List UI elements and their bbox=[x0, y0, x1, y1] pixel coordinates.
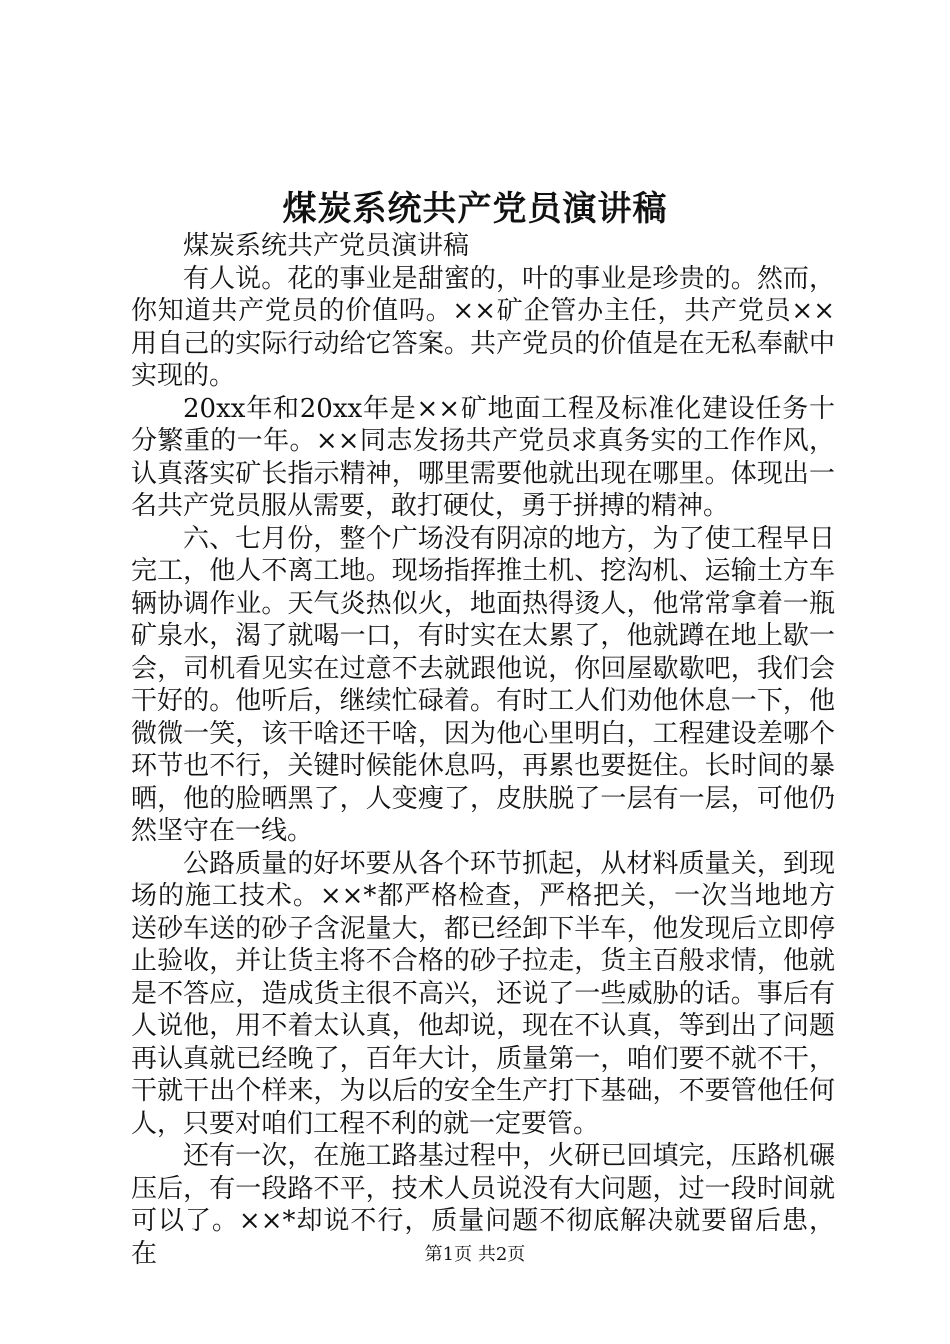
paragraph: 有人说。花的事业是甜蜜的，叶的事业是珍贵的。然而，你知道共产党员的价值吗。××矿企管办主任，共产党员××用自己的实际行动给它答案。共产党员的价值是在无私奉献中实现的。 bbox=[131, 263, 835, 391]
paragraph: 20xx年和20xx年是××矿地面工程及标准化建设任务十分繁重的一年。××同志发扬共产党员求真务实的工作作风，认真落实矿长指示精神，哪里需要他就出现在哪里。体现出一名共产党员服从需要，敢打硬仗，勇于拼搏的精神。 bbox=[131, 393, 835, 521]
document-title: 煤炭系统共产党员演讲稿 bbox=[282, 189, 668, 229]
paragraph-subtitle: 煤炭系统共产党员演讲稿 bbox=[183, 231, 470, 261]
document-body bbox=[131, 230, 835, 1270]
page-footer: 第1页 共2页 bbox=[424, 1244, 526, 1265]
paragraph: 六、七月份，整个广场没有阴凉的地方，为了使工程早日完工，他人不离工地。现场指挥推土机、挖沟机、运输土方车辆协调作业。天气炎热似火，地面热得烫人，他常常拿着一瓶矿泉水，渴了就喝一口，有时实在太累了，他就蹲在地上歇一会，司机看见实在过意不去就跟他说，你回屋歇歇吧，我们会干好的。他听后，继续忙碌着。有时工人们劝他休息一下，他微微一笑，该干啥还干啥，因为他心里明白，工程建设差哪个环节也不行，关键时候能休息吗，再累也要挺住。长时间的暴晒，他的脸晒黑了，人变瘦了，皮肤脱了一层有一层，可他仍然坚守在一线。 bbox=[131, 523, 835, 846]
paragraph: 还有一次，在施工路基过程中，火研已回填完，压路机碾压后，有一段路不平，技术人员说没有大问题，过一段时间就可以了。××*却说不行，质量问题不彻底解决就要留后患，在 bbox=[131, 1141, 835, 1269]
paragraph: 公路质量的好坏要从各个环节抓起，从材料质量关，到现场的施工技术。××*都严格检查，严格把关，一次当地地方送砂车送的砂子含泥量大，都已经卸下半车，他发现后立即停止验收，并让货主将不合格的砂子拉走，货主百般求情，他就是不答应，造成货主很不高兴，还说了一些威胁的话。事后有人说他，用不着太认真，他却说，现在不认真，等到出了问题再认真就已经晚了，百年大计，质量第一，咱们要不就不干，干就干出个样来，为以后的安全生产打下基础，不要管他任何人，只要对咱们工程不利的就一定要管。 bbox=[131, 848, 835, 1139]
